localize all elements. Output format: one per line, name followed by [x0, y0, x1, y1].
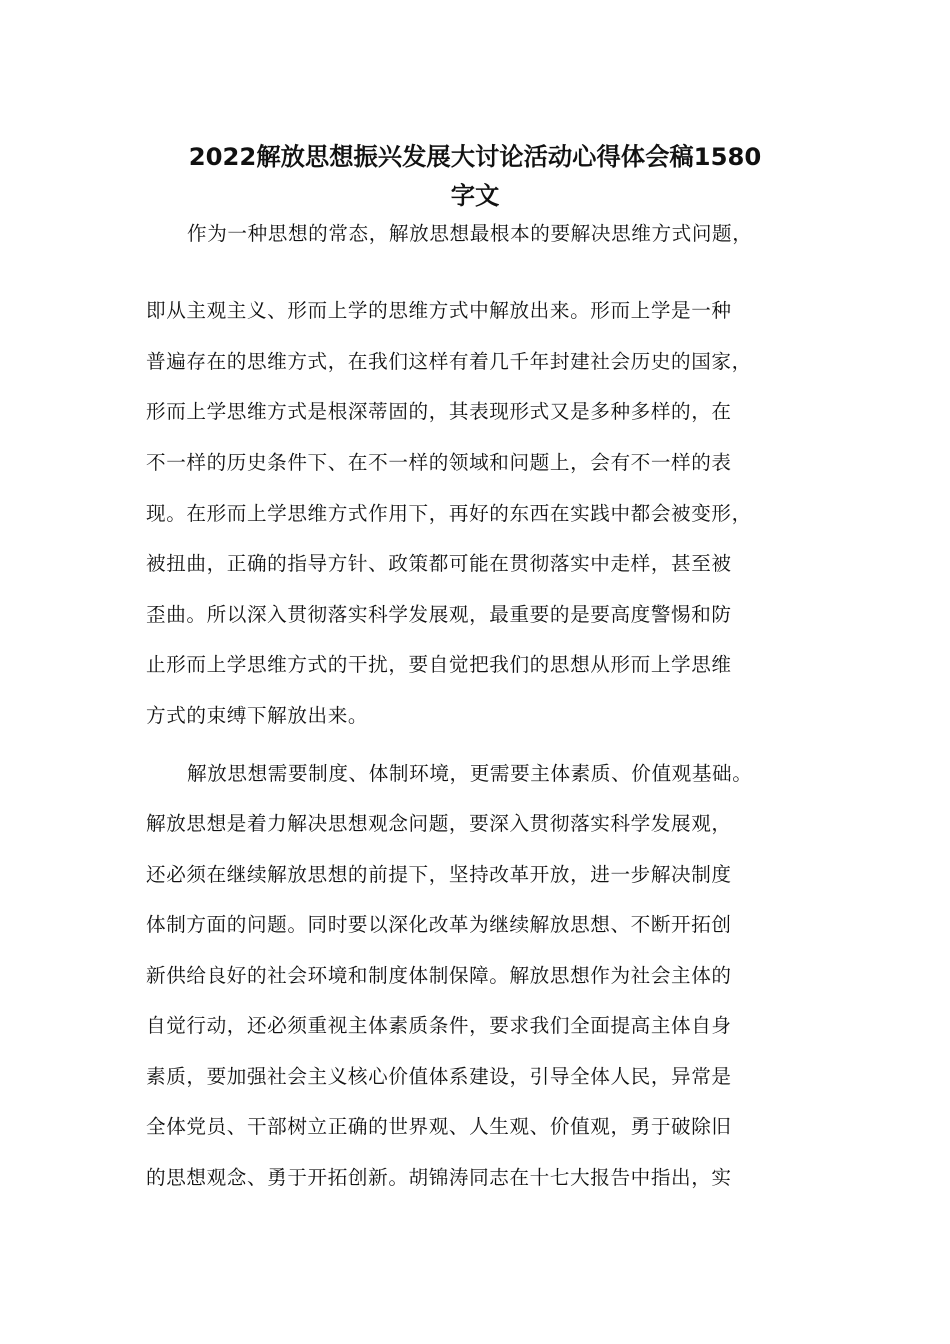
- paragraph-line: 歪曲。所以深入贯彻落实科学发展观，最重要的是要高度警惕和防: [146, 603, 732, 626]
- paragraph-line: 方式的束缚下解放出来。: [146, 704, 369, 727]
- paragraph-line: 形而上学思维方式是根深蒂固的，其表现形式又是多种多样的，在: [146, 400, 732, 423]
- paragraph-line: 新供给良好的社会环境和制度体制保障。解放思想作为社会主体的: [146, 964, 732, 987]
- paragraph-line: 体制方面的问题。同时要以深化改革为继续解放思想、不断开拓创: [146, 913, 732, 936]
- paragraph-line: 全体党员、干部树立正确的世界观、人生观、价值观，勇于破除旧: [146, 1115, 732, 1138]
- paragraph-line: 不一样的历史条件下、在不一样的领域和问题上，会有不一样的表: [146, 451, 732, 474]
- paragraph-line: 作为一种思想的常态，解放思想最根本的要解决思维方式问题，: [187, 222, 753, 245]
- paragraph-line: 素质，要加强社会主义核心价值体系建设，引导全体人民，异常是: [146, 1065, 732, 1088]
- paragraph-line: 被扭曲，正确的指导方针、政策都可能在贯彻落实中走样，甚至被: [146, 552, 732, 575]
- paragraph-line: 即从主观主义、形而上学的思维方式中解放出来。形而上学是一种: [146, 299, 732, 322]
- paragraph-line: 自觉行动，还必须重视主体素质条件，要求我们全面提高主体自身: [146, 1014, 732, 1037]
- document-title-line-1: 2022解放思想振兴发展大讨论活动心得体会稿1580: [188, 142, 762, 171]
- paragraph-line: 普遍存在的思维方式，在我们这样有着几千年封建社会历史的国家，: [146, 350, 752, 373]
- paragraph-line: 止形而上学思维方式的干扰，要自觉把我们的思想从形而上学思维: [146, 653, 732, 676]
- paragraph-line: 的思想观念、勇于开拓创新。胡锦涛同志在十七大报告中指出，实: [146, 1166, 732, 1189]
- paragraph-line: 解放思想是着力解决思想观念问题，要深入贯彻落实科学发展观，: [146, 812, 732, 835]
- paragraph-line: 还必须在继续解放思想的前提下，坚持改革开放，进一步解决制度: [146, 863, 732, 886]
- document-title-line-2: 字文: [450, 181, 500, 210]
- paragraph-line: 解放思想需要制度、体制环境，更需要主体素质、价值观基础。: [187, 762, 753, 785]
- paragraph-line: 现。在形而上学思维方式作用下，再好的东西在实践中都会被变形，: [146, 502, 752, 525]
